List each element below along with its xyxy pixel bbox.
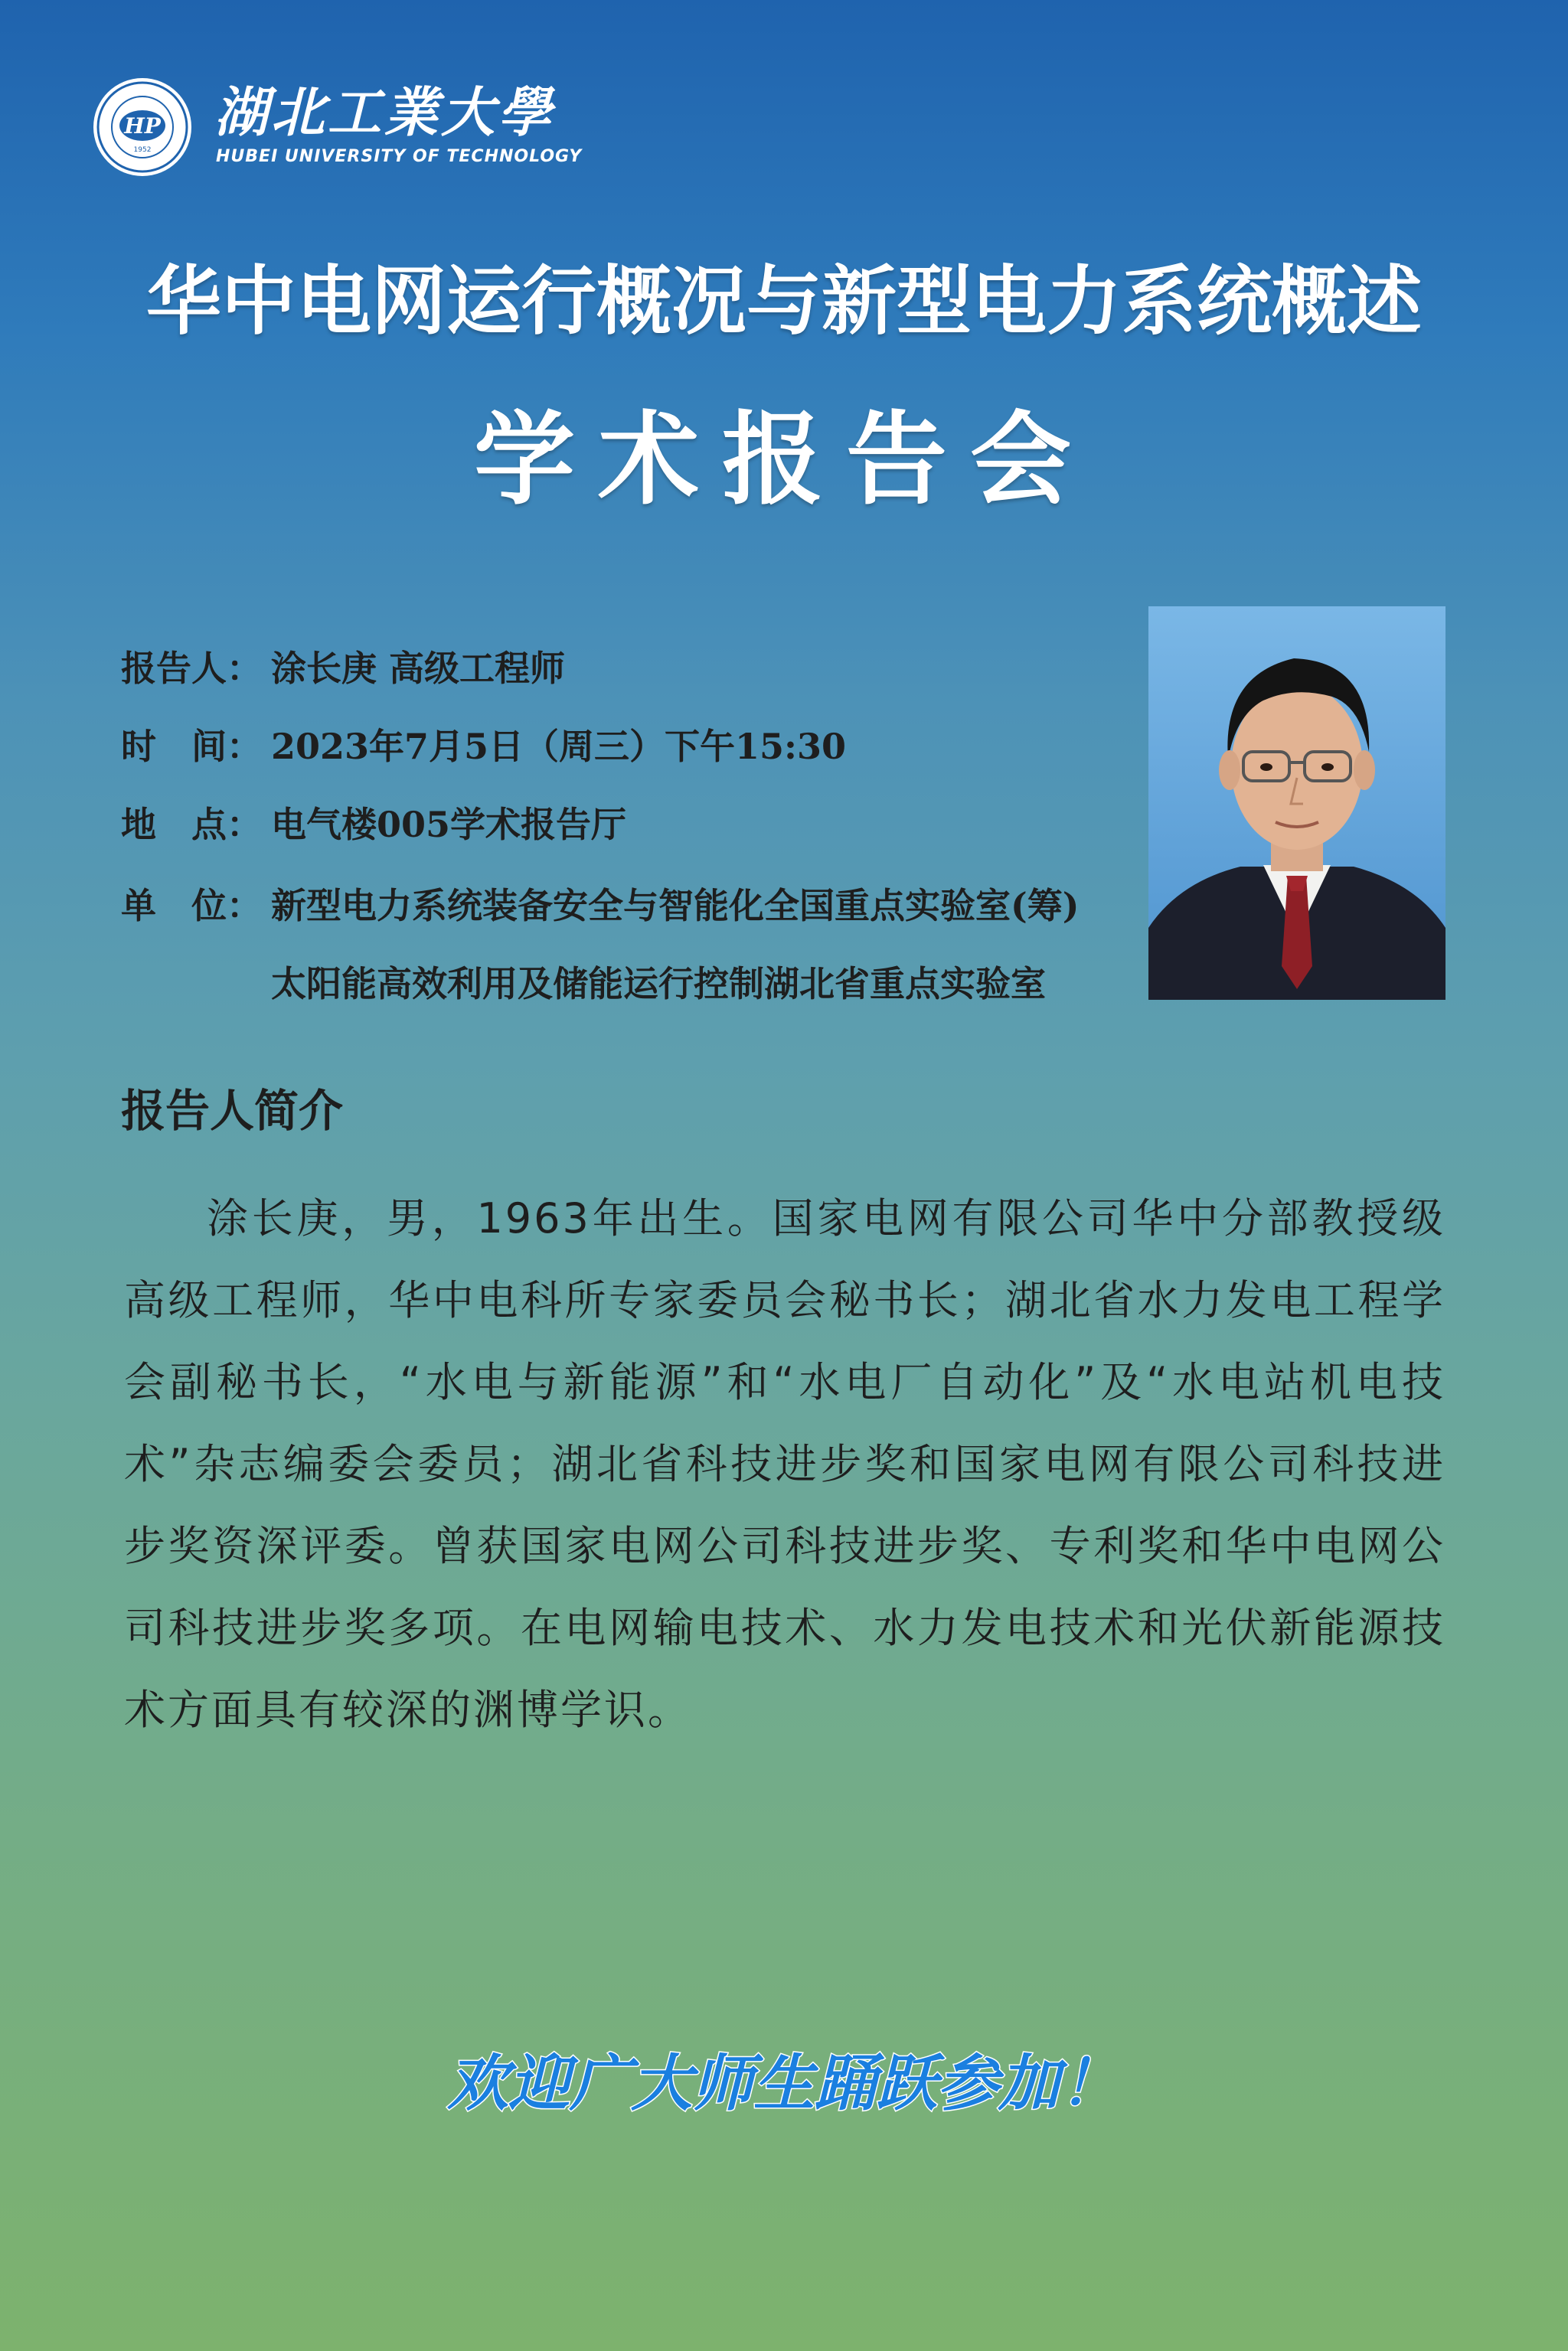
unit-value-1: 新型电力系统装备安全与智能化全国重点实验室(筹) — [271, 885, 1080, 926]
info-row-speaker — [121, 648, 566, 689]
university-name-en: HUBEI UNIVERSITY OF TECHNOLOGY — [216, 147, 583, 166]
bio-text: 涂长庚，男，1963年出生。国家电网有限公司华中分部教授级高级工程师，华中电科所专家委员会秘书长；湖北省水力发电工程学会副秘书长，“水电与新能源”和“水电厂自动化”及“水电站机电技术”杂志编委会委员；湖北省科技进步奖和国家电网有限公司科技进步奖资深评委。曾获国家电网公司科技进步奖、专利奖和华中电网公司科技进步奖多项。在电网输电技术、水力发电技术和光伏新能源技术方面具有较深的渊博学识。 — [124, 1194, 1446, 1734]
unit-value-2: 太阳能高效利用及储能运行控制湖北省重点实验室 — [271, 963, 1046, 1004]
place-value: 电气楼005学术报告厅 — [271, 804, 627, 845]
speaker-label: 报告人： — [121, 648, 262, 689]
info-row-place — [121, 804, 627, 845]
time-value: 2023年7月5日（周三）下午15:30 — [271, 726, 847, 767]
poster-subtitle: 学术报告会 — [474, 401, 1094, 519]
poster-title: 华中电网运行概况与新型电力系统概述 — [145, 257, 1422, 345]
unit-label: 单 位： — [121, 885, 262, 926]
speaker-portrait-icon — [1148, 606, 1446, 1000]
hbut-seal-icon — [90, 75, 194, 179]
welcome-text: 欢迎广大师生踊跃参加！ — [447, 2048, 1121, 2119]
place-label: 地 点： — [121, 804, 262, 845]
info-row-unit-2 — [271, 963, 1046, 1004]
svg-text:HP: HP — [124, 113, 161, 139]
bio-heading: 报告人简介 — [121, 1085, 344, 1137]
svg-text:1952: 1952 — [133, 146, 152, 154]
info-row-time — [121, 726, 847, 767]
university-name-cn: 湖北工業大學 — [214, 80, 554, 144]
info-row-unit — [121, 885, 1080, 926]
time-label: 时 间： — [121, 726, 262, 767]
speaker-value: 涂长庚 高级工程师 — [271, 648, 566, 689]
